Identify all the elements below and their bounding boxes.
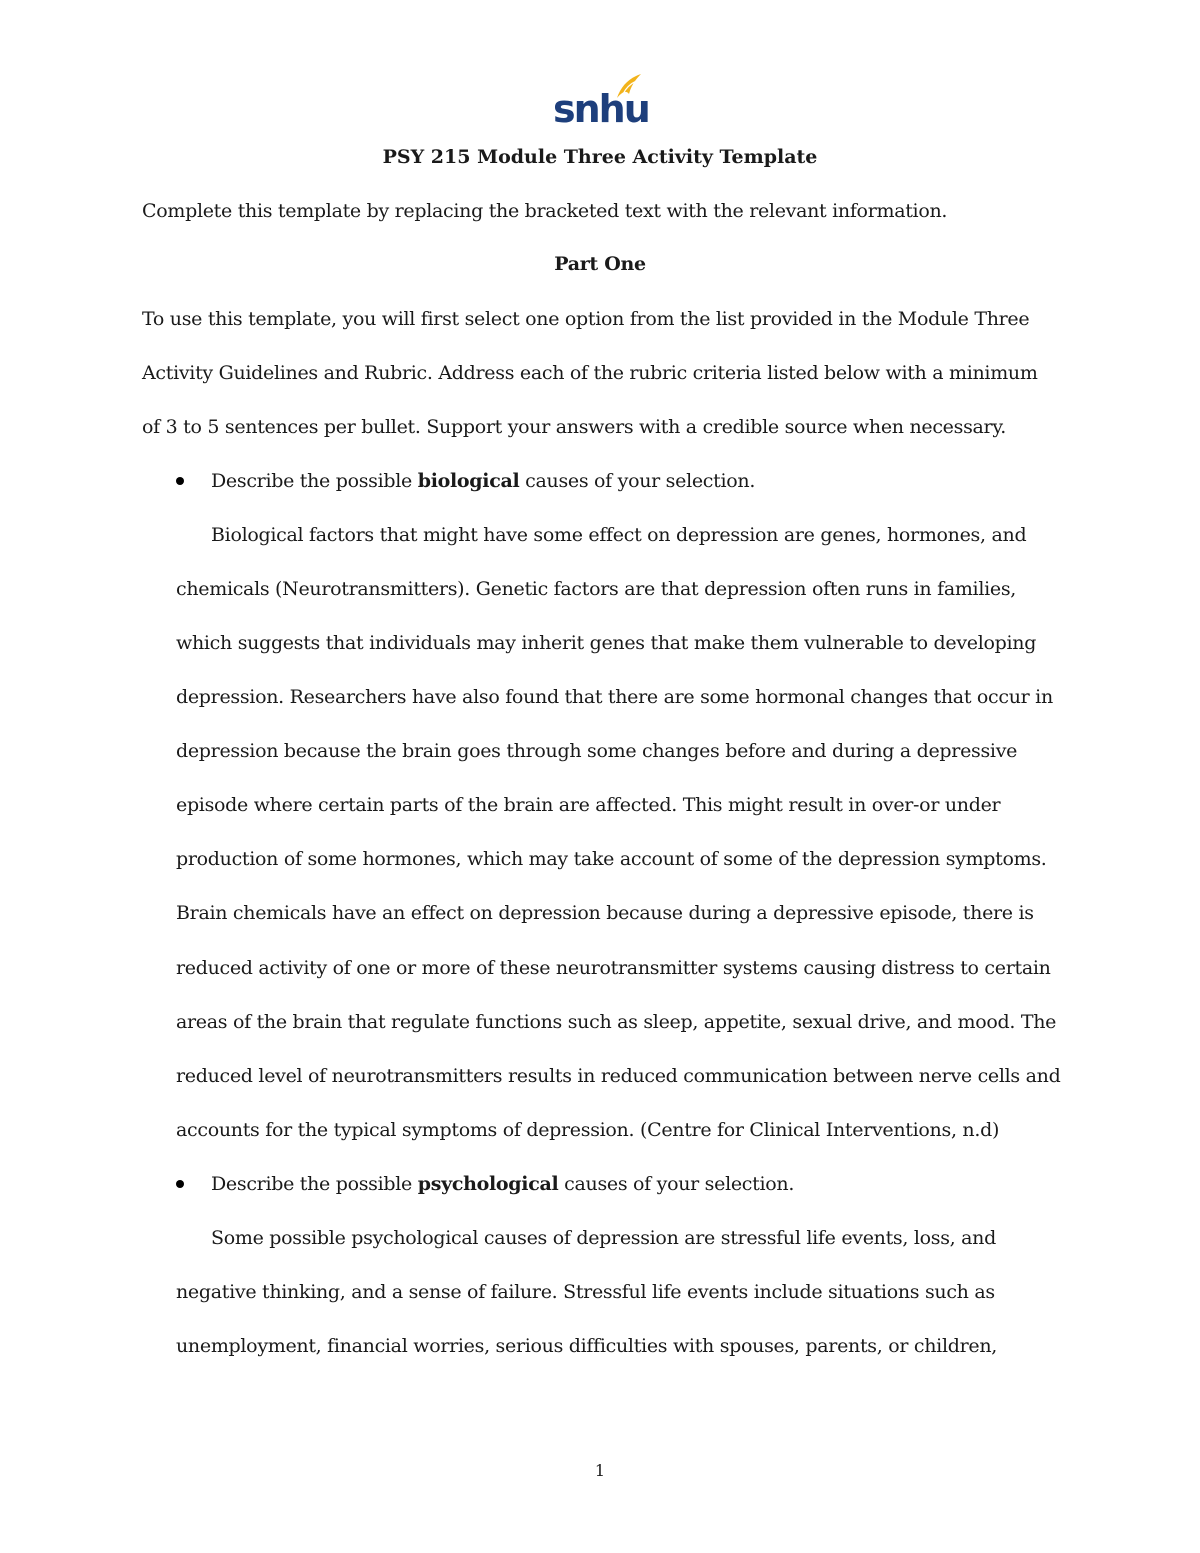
bullet-icon bbox=[176, 1180, 184, 1188]
bullet-text: causes of your selection. bbox=[558, 1173, 795, 1195]
answer-line: reduced activity of one or more of these neurotransmitter systems causing distress to certain bbox=[176, 957, 1051, 979]
answer-line: depression because the brain goes through some changes before and during a depressive bbox=[176, 740, 1018, 762]
answer-line: production of some hormones, which may take account of some of the depression symptoms. bbox=[176, 848, 1047, 870]
snhu-logo bbox=[553, 72, 649, 134]
answer-line: areas of the brain that regulate functions such as sleep, appetite, sexual drive, and mood. The bbox=[176, 1011, 1057, 1033]
intro-text: Complete this template by replacing the bracketed text with the relevant information. bbox=[142, 200, 948, 222]
instructions-line: Activity Guidelines and Rubric. Address each of the rubric criteria listed below with a minimum bbox=[142, 362, 1038, 384]
section-heading: Part One bbox=[554, 253, 646, 275]
answer-line: unemployment, financial worries, serious difficulties with spouses, parents, or children, bbox=[176, 1335, 997, 1357]
page-title: PSY 215 Module Three Activity Template bbox=[382, 146, 818, 168]
bullet-item-biological bbox=[211, 468, 755, 494]
answer-line: chemicals (Neurotransmitters). Genetic factors are that depression often runs in families, bbox=[176, 578, 1017, 600]
answer-line: Some possible psychological causes of depression are stressful life events, loss, and bbox=[211, 1227, 996, 1249]
answer-line: which suggests that individuals may inherit genes that make them vulnerable to developing bbox=[176, 632, 1037, 654]
bullet-icon bbox=[176, 477, 184, 485]
answer-line: negative thinking, and a sense of failure. Stressful life events include situations such as bbox=[176, 1281, 995, 1303]
answer-line: episode where certain parts of the brain are affected. This might result in over-or under bbox=[176, 794, 1001, 816]
logo-wordmark: snhu bbox=[553, 87, 649, 131]
page-number: 1 bbox=[594, 1461, 606, 1480]
answer-line: accounts for the typical symptoms of depression. (Centre for Clinical Interventions, n.d) bbox=[176, 1119, 1000, 1141]
answer-line: depression. Researchers have also found that there are some hormonal changes that occur in bbox=[176, 686, 1053, 708]
answer-line: Brain chemicals have an effect on depression because during a depressive episode, there is bbox=[176, 902, 1034, 924]
answer-line: Biological factors that might have some effect on depression are genes, hormones, and bbox=[211, 524, 1027, 546]
bullet-item-psychological bbox=[211, 1171, 794, 1197]
bullet-text: Describe the possible bbox=[211, 470, 418, 492]
instructions-line: To use this template, you will first select one option from the list provided in the Module Three bbox=[142, 308, 1030, 330]
instructions-line: of 3 to 5 sentences per bullet. Support your answers with a credible source when necessary. bbox=[142, 416, 1006, 438]
answer-line: reduced level of neurotransmitters results in reduced communication between nerve cells and bbox=[176, 1065, 1061, 1087]
bullet-text: causes of your selection. bbox=[519, 470, 756, 492]
bullet-text: Describe the possible bbox=[211, 1173, 418, 1195]
bullet-emphasis: psychological bbox=[417, 1173, 559, 1195]
bullet-emphasis: biological bbox=[417, 470, 520, 492]
